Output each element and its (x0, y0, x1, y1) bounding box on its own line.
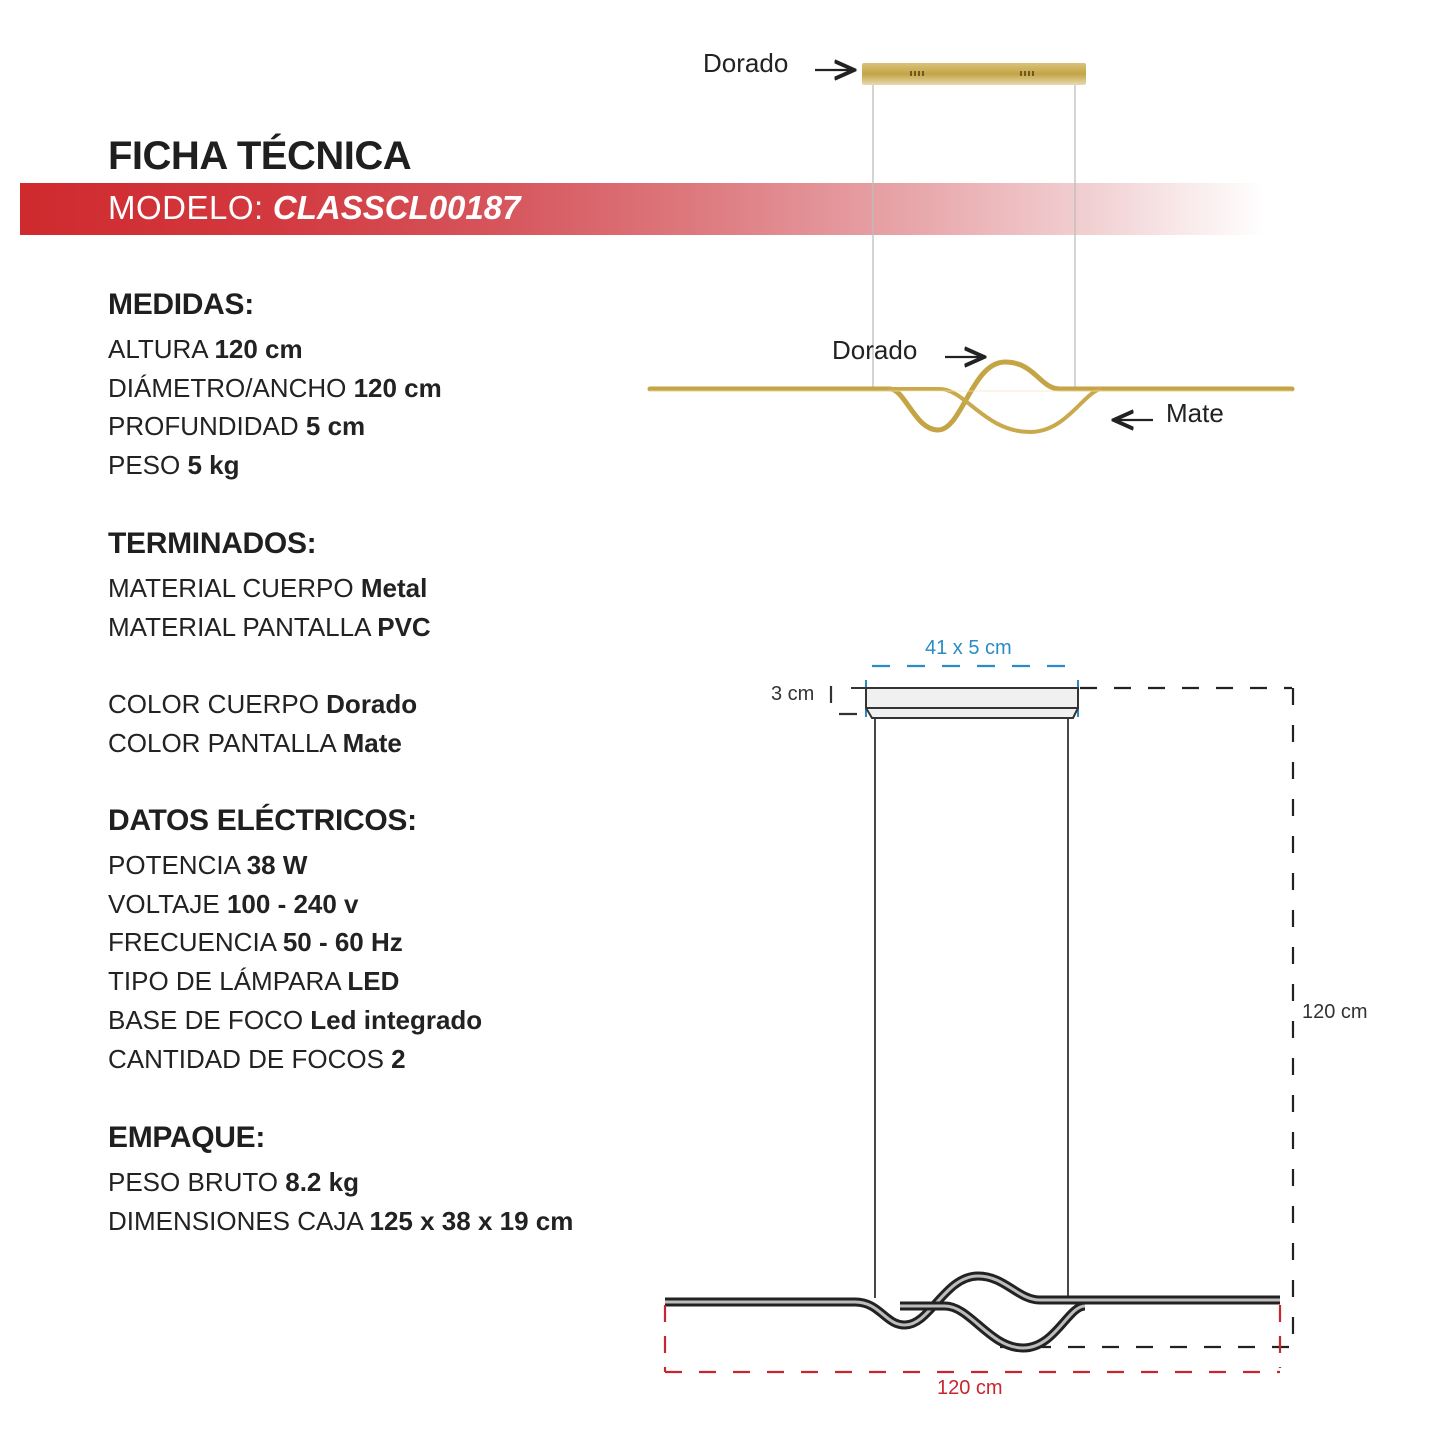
spec-row-profundidad: PROFUNDIDAD 5 cm (108, 411, 366, 442)
spec-row-diametro: DIÁMETRO/ANCHO 120 cm (108, 372, 442, 403)
canopy-height-label: 3 cm (771, 683, 815, 705)
section-heading: TERMINADOS: (108, 527, 317, 560)
model-value: CLASSCL00187 (272, 189, 521, 226)
product-photo (650, 63, 1292, 432)
spec-row-base-foco: BASE DE FOCO Led integrado (108, 1004, 483, 1035)
callout-canopy-color: Dorado (703, 48, 789, 78)
section-heading: EMPAQUE: (108, 1121, 266, 1154)
canopy-image (862, 63, 1086, 85)
width-dimension-label: 120 cm (937, 1377, 1003, 1399)
canopy-outline (866, 688, 1078, 718)
page-title: FICHA TÉCNICA (108, 134, 412, 178)
model-label: MODELO: (108, 189, 264, 226)
spec-row-peso-bruto: PESO BRUTO 8.2 kg (108, 1167, 359, 1197)
spec-row-altura: ALTURA 120 cm (108, 334, 303, 364)
spec-row-potencia: POTENCIA 38 W (108, 850, 308, 880)
callout-shade-color: Mate (1166, 398, 1224, 428)
technical-drawing (665, 666, 1296, 1372)
spec-row-material-pantalla: MATERIAL PANTALLA PVC (108, 611, 431, 642)
spec-row-frecuencia: FRECUENCIA 50 - 60 Hz (108, 927, 403, 958)
spec-row-cantidad-focos: CANTIDAD DE FOCOS 2 (108, 1043, 406, 1074)
spec-row-color-cuerpo: COLOR CUERPO Dorado (108, 689, 418, 720)
spec-row-color-pantalla: COLOR PANTALLA Mate (108, 728, 402, 759)
canopy-dimension-label: 41 x 5 cm (925, 637, 1012, 659)
spec-row-voltaje: VOLTAJE 100 - 240 v (108, 888, 359, 919)
spec-row-tipo-lampara: TIPO DE LÁMPARA LED (108, 966, 400, 997)
spec-row-dimensiones-caja: DIMENSIONES CAJA 125 x 38 x 19 cm (108, 1205, 574, 1236)
callout-body-color: Dorado (832, 335, 918, 365)
height-dimension-label: 120 cm (1302, 1001, 1368, 1023)
spec-row-peso: PESO 5 kg (108, 450, 240, 481)
section-heading: MEDIDAS: (108, 288, 254, 321)
section-heading: DATOS ELÉCTRICOS: (108, 804, 417, 837)
spec-row-material-cuerpo: MATERIAL CUERPO Metal (108, 573, 428, 603)
lamp-body-outline (665, 1276, 1280, 1348)
